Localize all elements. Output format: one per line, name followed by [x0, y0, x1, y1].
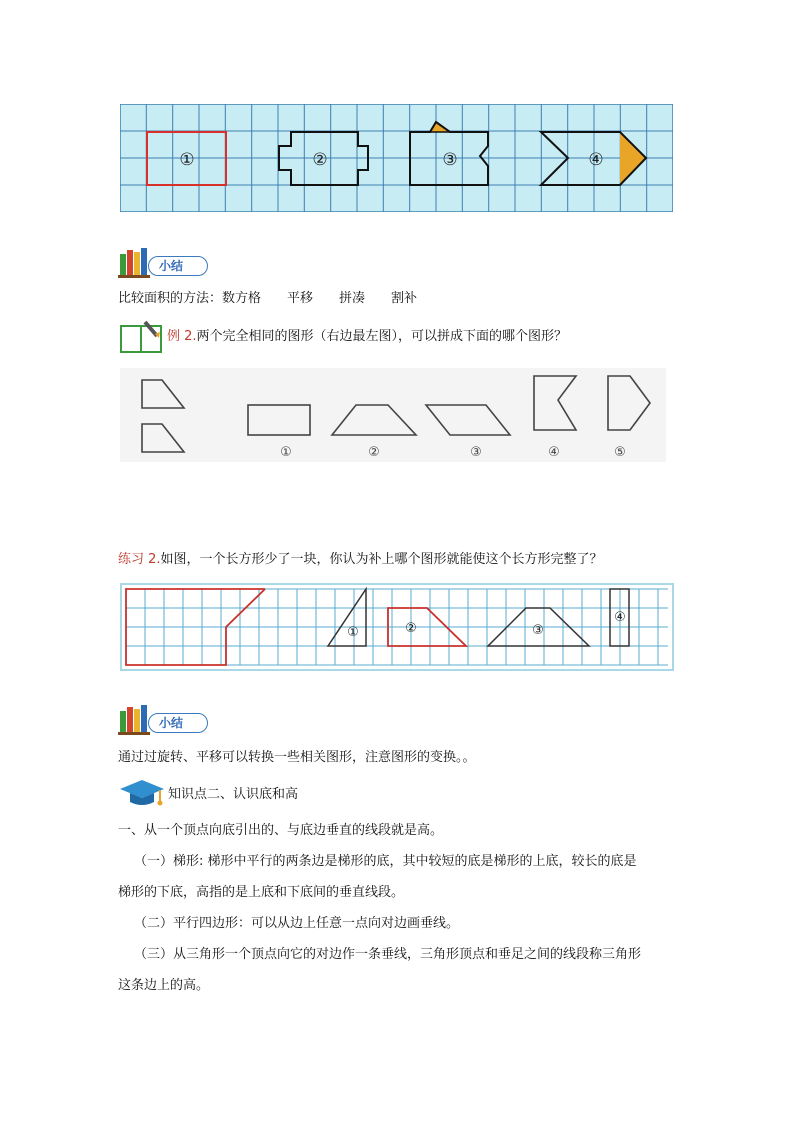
graduation-cap-icon [118, 778, 166, 808]
example-2-option-4: ④ [548, 445, 560, 460]
summary-1-text: 比较面积的方法：数方格 平移 拼凑 割补 [118, 291, 418, 306]
example-2-option-1: ① [280, 445, 292, 460]
summary-badge-1-label: 小结 [159, 259, 184, 273]
knowledge-trapezoid-a: （一）梯形: 梯形中平行的两条边是梯形的底，其中较短的底是梯形的上底，较长的底是 [134, 854, 637, 869]
knowledge-parallelogram: （二）平行四边形：可以从边上任意一点向对边画垂线。 [134, 916, 460, 931]
shape-4-label: ④ [588, 150, 604, 170]
shape-2-label: ② [312, 150, 328, 170]
example-2-label: 例 2. [167, 329, 197, 344]
example-2-question [167, 328, 567, 346]
notebook-pencil-icon [119, 318, 165, 354]
practice-2-question [118, 551, 603, 569]
practice-2-label: 练习 2. [118, 552, 161, 567]
example-2-text: 两个完全相同的图形（右边最左图），可以拼成下面的哪个图形？ [196, 329, 568, 344]
practice-option-1-label: ① [347, 625, 359, 640]
knowledge-line-1: 一、从一个顶点向底引出的、与底边垂直的线段就是高。 [118, 823, 444, 838]
practice-option-4-label: ④ [614, 610, 626, 625]
shape-1-label: ① [179, 150, 195, 170]
area-compare-grid-figure [120, 104, 673, 212]
example-2-figure [120, 368, 666, 462]
example-2-option-2: ② [368, 445, 380, 460]
practice-2-figure [120, 583, 674, 671]
knowledge-triangle-b: 这条边上的高。 [118, 978, 210, 993]
summary-2-text: 通过过旋转、平移可以转换一些相关图形，注意图形的变换。。 [118, 750, 476, 765]
knowledge-triangle-a: （三）从三角形一个顶点向它的对边作一条垂线，三角形顶点和垂足之间的线段称三角形 [134, 947, 642, 962]
summary-badge-1 [118, 248, 208, 278]
example-2-option-5: ⑤ [614, 445, 626, 460]
shape-3-label: ③ [442, 150, 458, 170]
summary-badge-2 [118, 705, 208, 735]
knowledge-heading: 知识点二、认识底和高 [168, 787, 299, 802]
practice-2-text: 如图，一个长方形少了一块，你认为补上哪个图形就能使这个长方形完整了？ [160, 552, 603, 567]
summary-badge-2-label: 小结 [159, 716, 184, 730]
example-2-option-3: ③ [470, 445, 482, 460]
knowledge-trapezoid-b: 梯形的下底，高指的是上底和下底间的垂直线段。 [118, 885, 405, 900]
practice-option-2-label: ② [405, 621, 417, 636]
practice-option-3-label: ③ [532, 623, 544, 638]
